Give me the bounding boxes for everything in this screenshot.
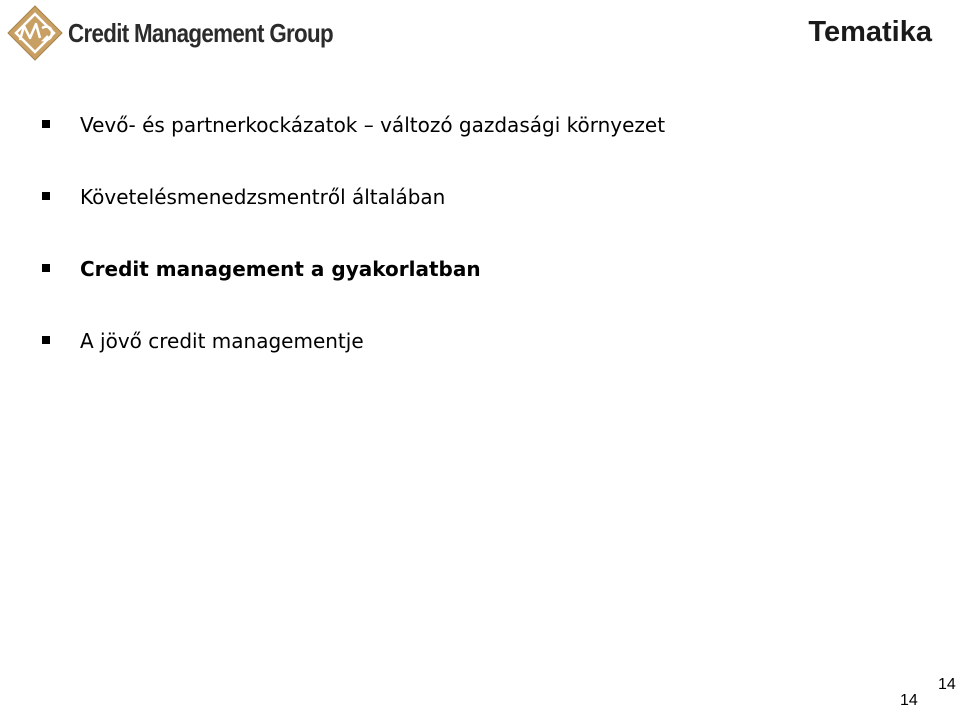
slide-title: Tematika bbox=[808, 16, 932, 48]
cmg-logo-mark-icon bbox=[6, 4, 64, 62]
bullet-text: Követelésmenedzsmentről általában bbox=[80, 185, 446, 209]
bullet-text: A jövő credit managementje bbox=[80, 329, 364, 353]
bullet-text: Credit management a gyakorlatban bbox=[80, 257, 481, 281]
square-bullet-icon bbox=[42, 264, 50, 272]
company-logo bbox=[6, 4, 356, 64]
page-number-secondary: 14 bbox=[938, 676, 956, 693]
square-bullet-icon bbox=[42, 336, 50, 344]
square-bullet-icon bbox=[42, 192, 50, 200]
bullet-text: Vevő- és partnerkockázatok – változó gazdasági környezet bbox=[80, 113, 666, 137]
logo-text: Credit Management Group bbox=[68, 18, 333, 48]
page-number: 14 bbox=[900, 692, 918, 709]
square-bullet-icon bbox=[42, 120, 50, 128]
